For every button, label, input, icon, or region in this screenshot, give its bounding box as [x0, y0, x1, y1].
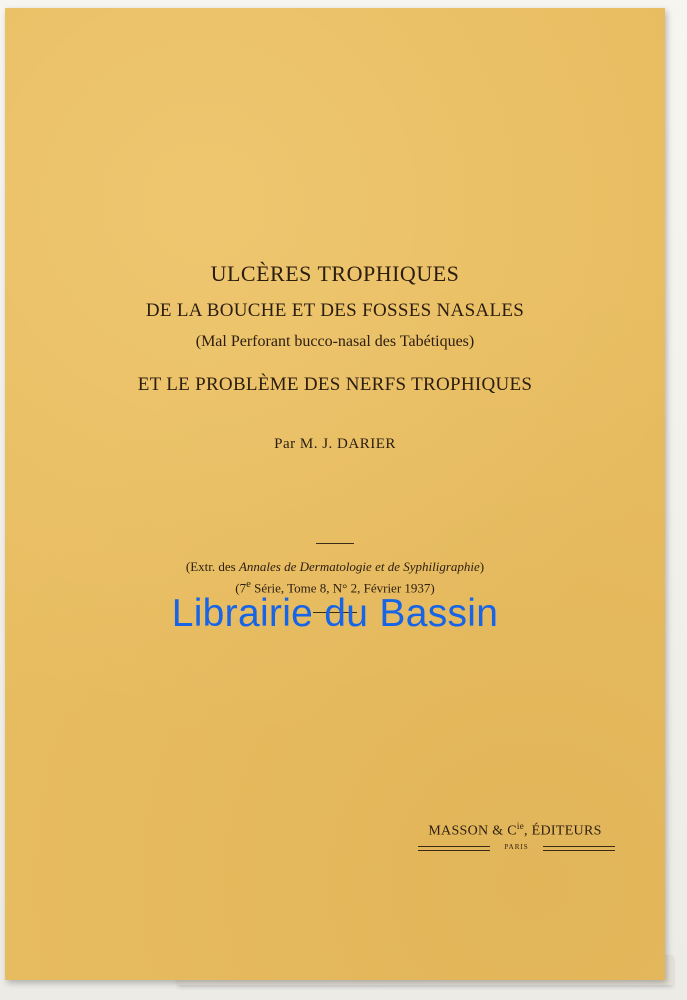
publisher-place-row — [418, 843, 615, 855]
journal-name: Annales de Dermatologie et de Syphiligraphie — [238, 559, 480, 574]
title-main: ULCÈRES TROPHIQUES — [210, 261, 460, 286]
extract-source — [5, 559, 665, 575]
publisher-rest: , ÉDITEURS — [524, 823, 602, 839]
title-subtitle-1: DE LA BOUCHE ET DES FOSSES NASALES — [145, 300, 525, 321]
extract-prefix: (Extr. des — [185, 559, 239, 574]
series-rest: Série, Tome 8, N° 2, Février 1937) — [250, 580, 435, 596]
author-line: Par M. J. DARIER — [274, 436, 396, 452]
watermark-text: Librairie du Bassin — [171, 592, 499, 635]
double-rule-right — [543, 846, 615, 851]
double-rule-left — [418, 846, 490, 851]
extract-suffix: ) — [479, 559, 485, 574]
publisher-name — [410, 821, 620, 840]
series-num: (7 — [235, 580, 247, 596]
series-sup: e — [246, 578, 251, 590]
publisher-place: PARIS — [504, 843, 529, 851]
divider-rule — [316, 543, 354, 544]
book-cover — [5, 8, 665, 980]
title-parenthetical: (Mal Perforant bucco-nasal des Tabétiques) — [195, 333, 475, 350]
publisher-main: MASSON & C — [428, 823, 517, 839]
publisher-sup: ie — [516, 821, 525, 831]
title-subtitle-2: ET LE PROBLÈME DES NERFS TROPHIQUES — [137, 374, 533, 395]
